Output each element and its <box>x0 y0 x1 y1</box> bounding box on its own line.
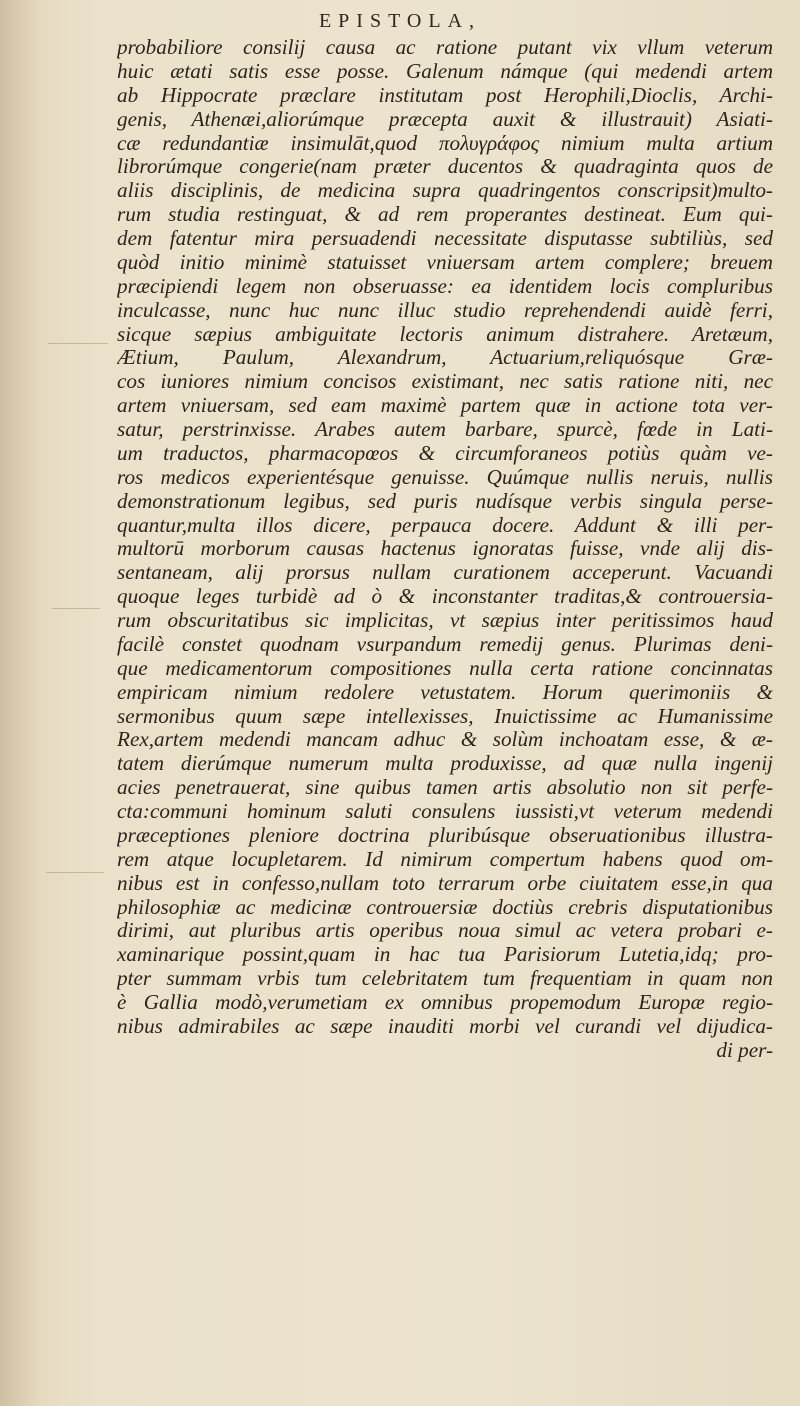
text-line: satur, perstrinxisse. Arabes autem barbare, spurcè, fœde in Lati- <box>117 418 773 441</box>
text-line: pter summam vrbis tum celebritatem tum frequentiam in quam non <box>117 967 773 991</box>
text-line: præceptiones pleniore doctrina pluribúsque obseruationibus illustra- <box>117 823 773 847</box>
text-line: quoque leges turbidè ad ò & inconstanter traditas,& controuersia- <box>117 585 773 609</box>
text-line: Rex,artem medendi mancam adhuc & solùm inchoatam esse, & æ- <box>117 728 773 752</box>
text-line: cæ redundantiæ insimulāt,quod πολυγράφος nimium multa artium <box>117 131 773 155</box>
text-line: genis, Athenæi,aliorúmque præcepta auxit & illustrauit) Asiati- <box>117 107 773 131</box>
text-line: quantur,multa illos dicere, perpauca docere. Addunt & illi per- <box>117 513 773 537</box>
margin-mark <box>52 608 100 609</box>
text-line: inculcasse, nunc huc nunc illuc studio reprehendendi auidè ferri, <box>117 298 773 322</box>
margin-mark <box>46 872 104 873</box>
text-line: philosophiæ ac medicinæ controuersiæ doctiùs crebris disputationibus <box>117 895 773 919</box>
text-line: sermonibus quum sæpe intellexisses, Inuictissime ac Humanissime <box>117 704 773 728</box>
text-line: di per- <box>716 1038 773 1062</box>
text-line: Ætium, Paulum, Alexandrum, Actuarium,reliquósque Græ- <box>117 346 773 370</box>
text-line: xaminarique possint,quam in hac tua Parisiorum Lutetia,idq; pro- <box>117 943 773 967</box>
text-line: demonstrationum legibus, sed puris nudísque verbis singula perse- <box>117 489 773 513</box>
text-line: facilè constet quodnam vsurpandum remedij genus. Plurimas deni- <box>117 632 773 656</box>
text-line: cos iuniores nimium concisos existimant, nec satis ratione niti, nec <box>117 370 773 394</box>
epistle-body-text <box>117 36 773 1063</box>
text-line: tatem dierúmque numerum multa produxisse, ad quæ nulla ingenij <box>117 752 773 776</box>
text-line: è Gallia modò,verumetiam ex omnibus propemodum Europæ regio- <box>117 991 773 1014</box>
text-line: multorū morborum causas hactenus ignoratas fuisse, vnde alij dis- <box>117 537 773 561</box>
text-line: rum obscuritatibus sic implicitas, vt sæpius inter peritissimos haud <box>117 609 773 632</box>
text-line: que medicamentorum compositiones nulla certa ratione concinnatas <box>117 656 773 680</box>
text-line: artem vniuersam, sed eam maximè partem quæ in actione tota ver- <box>117 394 773 418</box>
text-line: huic ætati satis esse posse. Galenum námque (qui medendi artem <box>117 59 773 83</box>
text-line: sicque sæpius ambiguitate lectoris animum distrahere. Aretæum, <box>117 322 773 346</box>
text-line: rem atque locupletarem. Id nimirum compertum habens quod om- <box>117 847 773 871</box>
text-line: um traductos, pharmacopœos & circumforaneos potiùs quàm ve- <box>117 441 773 465</box>
text-line: empiricam nimium redolere vetustatem. Horum querimoniis & <box>117 680 773 704</box>
text-line: aliis disciplinis, de medicina supra quadringentos conscripsit)multo- <box>117 179 773 203</box>
margin-mark <box>48 343 108 344</box>
text-line: dem fatentur mira persuadendi necessitate disputasse subtiliùs, sed <box>117 227 773 250</box>
text-line: nibus admirabiles ac sæpe inauditi morbi vel curandi vel dijudica- <box>117 1014 773 1038</box>
text-line: acies penetrauerat, sine quibus tamen artis absolutio non sit perfe- <box>117 776 773 800</box>
text-line: præcipiendi legem non obseruasse: ea identidem locis compluribus <box>117 274 773 298</box>
text-line: sentaneam, alij prorsus nullam curationem acceperunt. Vacuandi <box>117 561 773 585</box>
text-line: nibus est in confesso,nullam toto terrarum orbe ciuitatem esse,in qua <box>117 871 773 895</box>
text-line: dirimi, aut pluribus artis operibus noua simul ac vetera probari e- <box>117 919 773 943</box>
page-gutter-shadow <box>0 0 40 1406</box>
text-line: probabiliore consilij causa ac ratione putant vix vllum veterum <box>117 36 773 59</box>
text-line: librorúmque congerie(nam præter ducentos & quadraginta quos de <box>117 155 773 179</box>
running-header: EPISTOLA, <box>318 10 482 32</box>
text-line: quòd initio minimè statuisset vniuersam artem complere; breuem <box>117 250 773 274</box>
text-line: rum studia restinguat, & ad rem properantes destineat. Eum qui- <box>117 203 773 227</box>
text-line: ros medicos experientésque genuisse. Quúmque nullis neruis, nullis <box>117 465 773 489</box>
text-line: cta:communi hominum saluti consulens iussisti,vt veterum medendi <box>117 800 773 823</box>
text-line: ab Hippocrate præclare institutam post Herophili,Dioclis, Archi- <box>117 83 773 107</box>
